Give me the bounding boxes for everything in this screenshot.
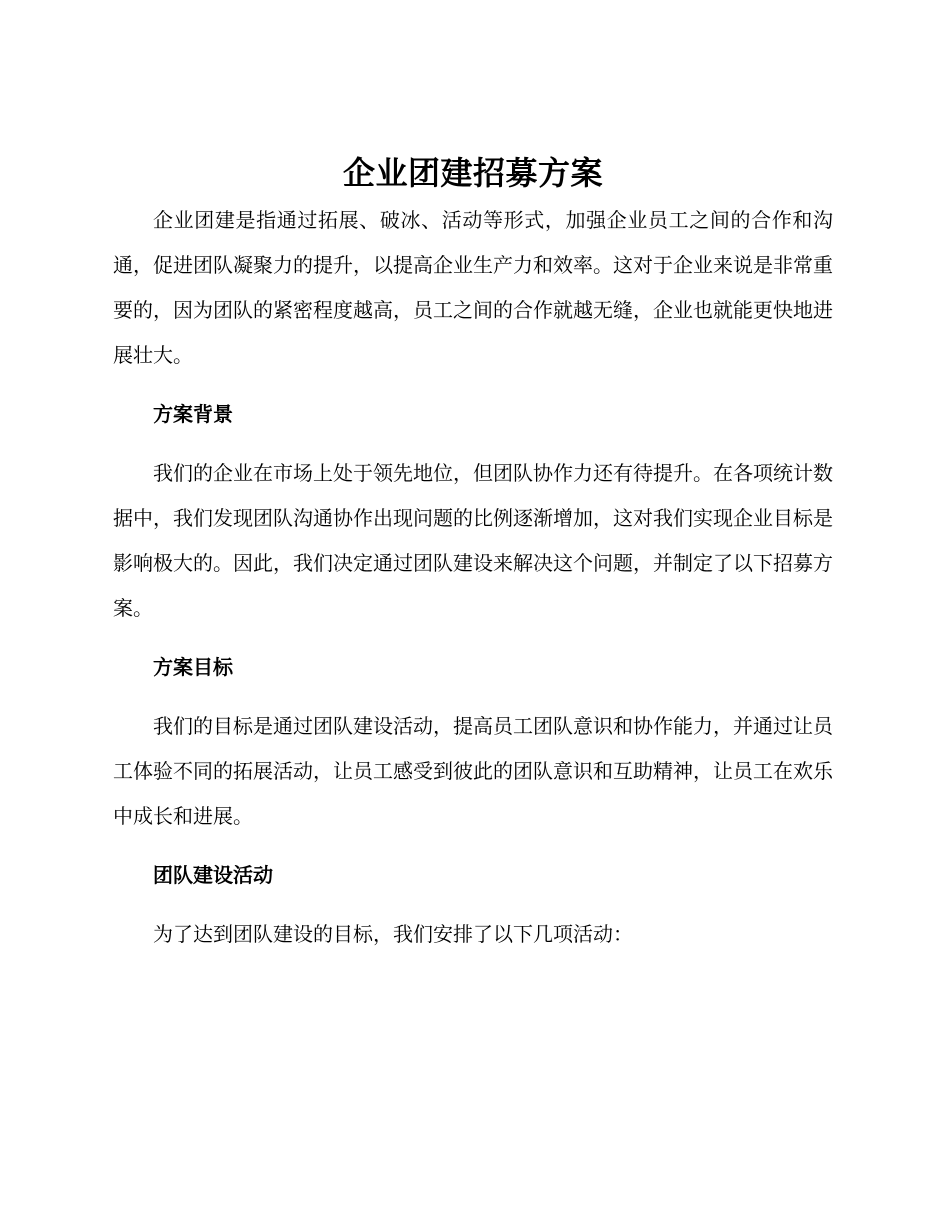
section-body-goals: 我们的目标是通过团队建设活动，提高员工团队意识和协作能力，并通过让员工体验不同的拓展活动，让员工感受到彼此的团队意识和互助精神，让员工在欢乐中成长和进展。	[113, 714, 833, 828]
document-title: 企业团建招募方案	[342, 154, 603, 192]
section-heading-activities: 团队建设活动	[153, 863, 273, 887]
document-body	[113, 150, 833, 957]
section-heading-background: 方案背景	[153, 402, 233, 426]
section-heading-goals: 方案目标	[153, 655, 233, 679]
section-body-activities: 为了达到团队建设的目标，我们安排了以下几项活动：	[153, 922, 633, 946]
section-body-background: 我们的企业在市场上处于领先地位，但团队协作力还有待提升。在各项统计数据中，我们发现团队沟通协作出现问题的比例逐渐增加，这对我们实现企业目标是影响极大的。因此，我们决定通过团队建设来解决这个问题，并制定了以下招募方案。	[113, 461, 833, 620]
intro-paragraph: 企业团建是指通过拓展、破冰、活动等形式，加强企业员工之间的合作和沟通，促进团队凝聚力的提升，以提高企业生产力和效率。这对于企业来说是非常重要的，因为团队的紧密程度越高，员工之间的合作就越无缝，企业也就能更快地进展壮大。	[113, 208, 833, 367]
